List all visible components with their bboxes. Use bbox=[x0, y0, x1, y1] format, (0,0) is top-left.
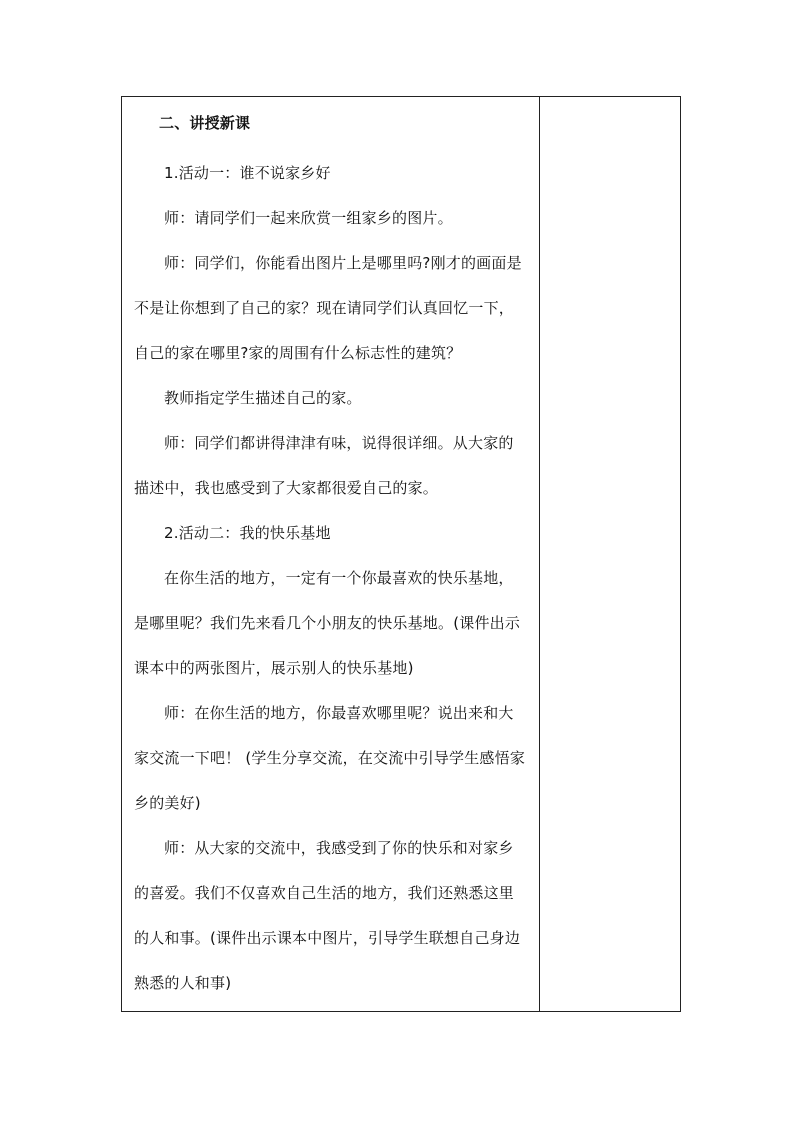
paragraph: 师：从大家的交流中，我感受到了你的快乐和对家乡的喜爱。我们不仅喜欢自己生活的地方，我们还熟悉这里的人和事。(课件出示课本中图片，引导学生联想自己身边熟悉的人和事) bbox=[134, 839, 521, 992]
table-row bbox=[122, 97, 681, 1012]
paragraph: 师：同学们，你能看出图片上是哪里吗?刚才的画面是不是让你想到了自己的家？现在请同学们认真回忆一下，自己的家在哪里?家的周围有什么标志性的建筑？ bbox=[134, 254, 522, 362]
lesson-content bbox=[122, 97, 539, 1006]
lesson-content-cell bbox=[122, 97, 540, 1012]
activity-two-title: 2.活动二：我的快乐基地 bbox=[164, 524, 331, 542]
paragraph: 在你生活的地方，一定有一个你最喜欢的快乐基地，是哪里呢？我们先来看几个小朋友的快乐基地。(课件出示课本中的两张图片，展示别人的快乐基地) bbox=[134, 569, 521, 677]
paragraph: 教师指定学生描述自己的家。 bbox=[164, 389, 362, 407]
paragraph: 师：同学们都讲得津津有味，说得很详细。从大家的描述中，我也感受到了大家都很爱自己的家。 bbox=[134, 434, 514, 497]
lesson-plan-table bbox=[121, 96, 681, 1012]
notes-cell bbox=[539, 97, 680, 1012]
activity-one-title: 1.活动一：谁不说家乡好 bbox=[164, 164, 331, 182]
paragraph: 师：请同学们一起来欣赏一组家乡的图片。 bbox=[164, 209, 453, 227]
section-title: 二、讲授新课 bbox=[159, 114, 251, 132]
paragraph: 师：在你生活的地方，你最喜欢哪里呢？说出来和大家交流一下吧！ (学生分享交流，在交流中引导学生感悟家乡的美好) bbox=[134, 704, 526, 812]
